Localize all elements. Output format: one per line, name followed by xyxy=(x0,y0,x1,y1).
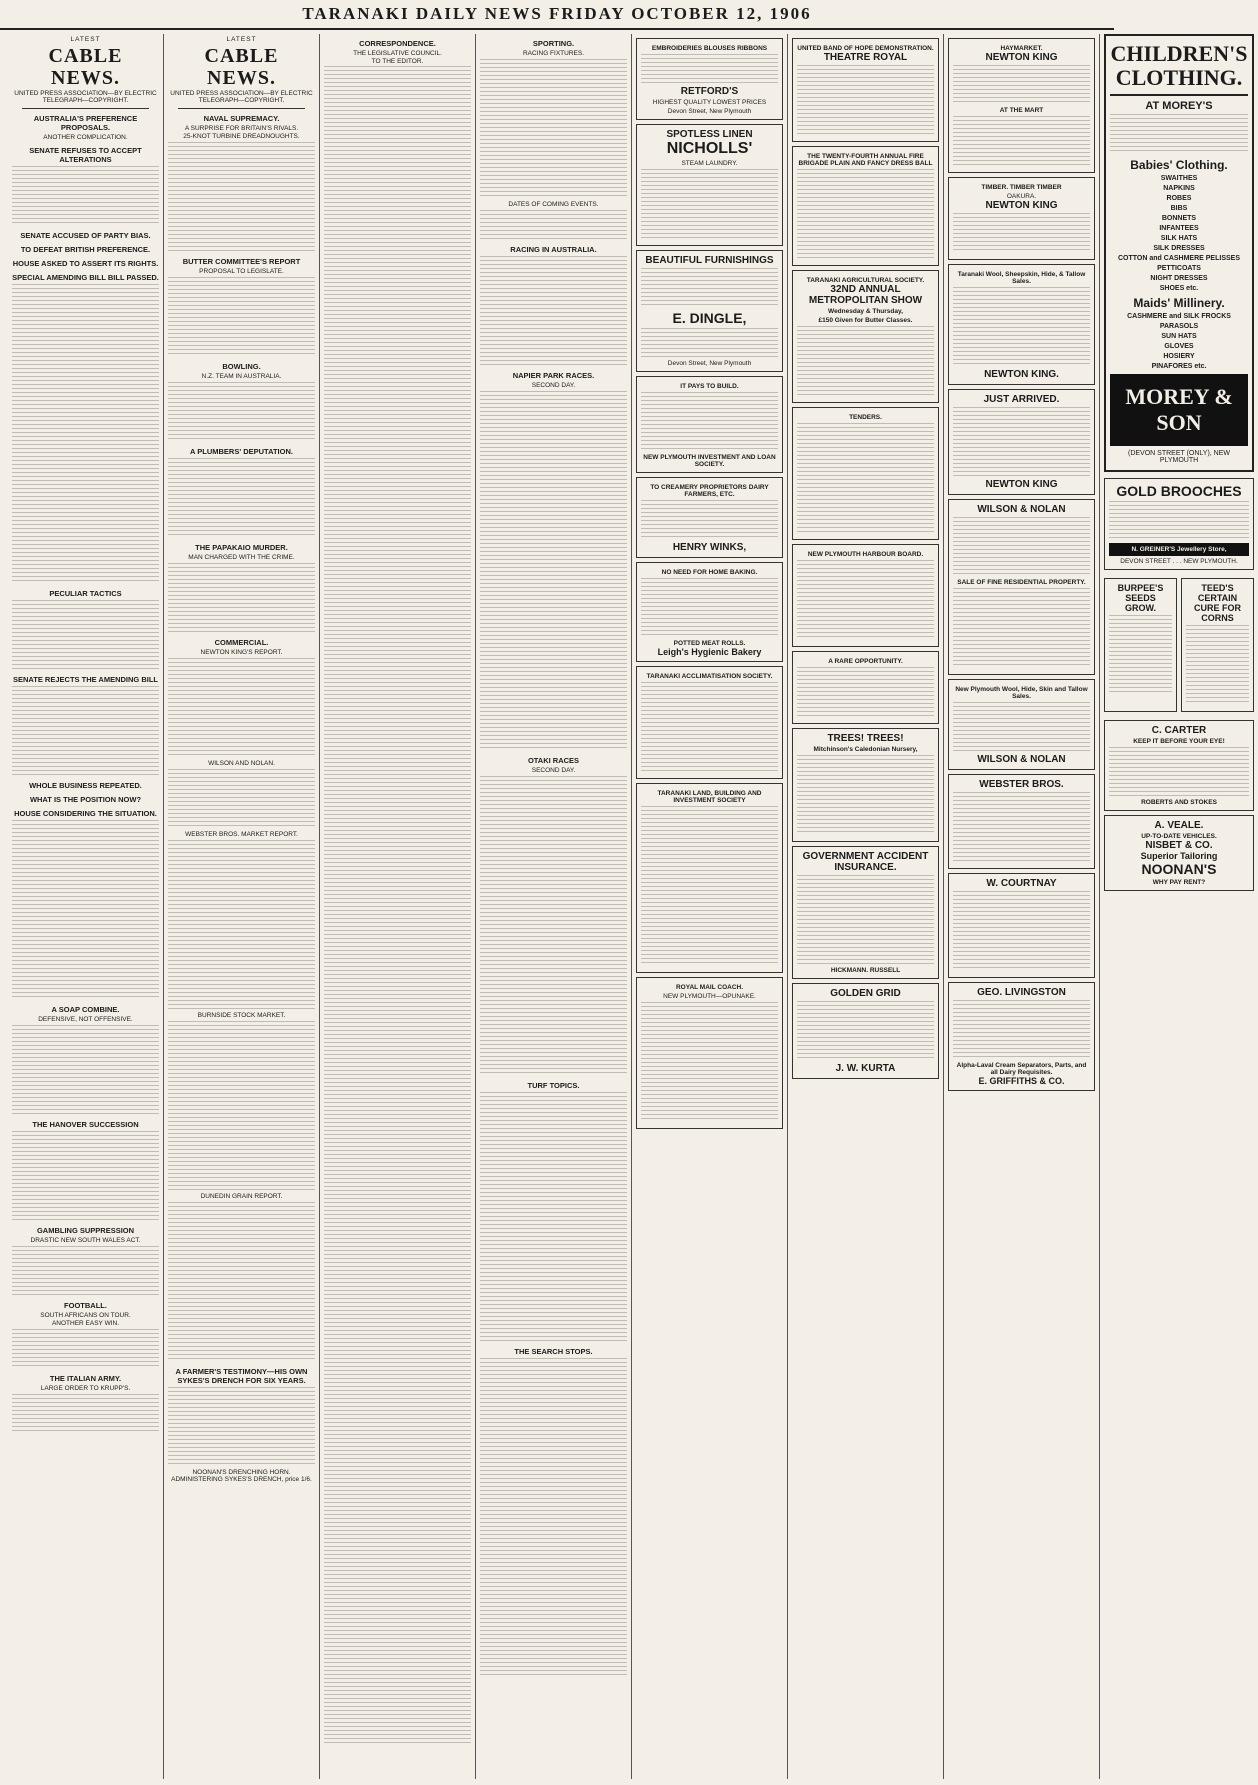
ad-timber xyxy=(948,177,1095,260)
ad-text: HIGHEST QUALITY LOWEST PRICES xyxy=(652,99,767,106)
list-item: NAPKINS xyxy=(1163,185,1195,192)
col1-head: TO DEFEAT BRITISH PREFERENCE. xyxy=(20,245,151,254)
column-5 xyxy=(632,34,788,1779)
ad-body xyxy=(1110,114,1248,154)
maids-list xyxy=(1110,313,1248,370)
list-item: INFANTEES xyxy=(1159,225,1199,232)
ad-burpee xyxy=(1104,578,1177,712)
ad-title: TIMBER. TIMBER TIMBER xyxy=(981,184,1062,191)
article-text xyxy=(480,776,627,1076)
col2-head: MAN CHARGED WITH THE CRIME. xyxy=(188,554,295,561)
article-text xyxy=(168,658,315,758)
ad-show xyxy=(792,270,939,403)
col4-head: TURF TOPICS. xyxy=(527,1081,580,1090)
ad-body xyxy=(953,116,1090,166)
ad-body xyxy=(953,588,1090,668)
ad-dingle xyxy=(636,250,783,372)
ad-title: TO CREAMERY PROPRIETORS DAIRY FARMERS, ETC. xyxy=(650,484,769,498)
ad-courtnay xyxy=(948,873,1095,978)
ad-body xyxy=(797,875,934,965)
ad-body xyxy=(641,806,778,966)
col1-title: CABLE NEWS. xyxy=(48,45,123,89)
col4-head: NAPIER PARK RACES. xyxy=(512,371,595,380)
article-text xyxy=(12,820,159,1000)
ad-title: RETFORD'S xyxy=(680,86,739,97)
ad-body xyxy=(953,287,1090,367)
list-item: ROBES xyxy=(1166,195,1192,202)
ad-title: WILSON & NOLAN xyxy=(977,754,1066,765)
ad-title: CHILDREN'S CLOTHING. xyxy=(1110,42,1248,96)
col2-head: BURNSIDE STOCK MARKET. xyxy=(197,1012,286,1019)
ad-text: SALE OF FINE RESIDENTIAL PROPERTY. xyxy=(957,579,1086,586)
ad-trees xyxy=(792,728,939,842)
col1-head: SOUTH AFRICANS ON TOUR. xyxy=(40,1312,131,1319)
divider xyxy=(178,108,305,109)
article-text xyxy=(480,1358,627,1678)
ad-body xyxy=(641,682,778,772)
ad-body xyxy=(797,560,934,640)
list-item: SHOES etc. xyxy=(1159,285,1199,292)
article-text xyxy=(12,1329,159,1369)
ad-haymarket xyxy=(948,38,1095,173)
ad-title: E. GRIFFITHS & CO. xyxy=(978,1076,1065,1086)
ad-webster xyxy=(948,774,1095,869)
article-text xyxy=(480,256,627,366)
article-text xyxy=(12,686,159,776)
ad-text: HICKMANN. RUSSELL xyxy=(830,967,901,974)
ad-body xyxy=(797,169,934,259)
ad-title: NO NEED FOR HOME BAKING. xyxy=(661,569,758,576)
ad-gold-brooches xyxy=(1104,478,1254,570)
ad-title: E. DINGLE, xyxy=(672,310,747,326)
col1-head: ANOTHER COMPLICATION. xyxy=(43,134,128,141)
article-text xyxy=(12,600,159,670)
article-text xyxy=(168,769,315,829)
list-item: PINAFORES etc. xyxy=(1151,363,1207,370)
list-item: COTTON and CASHMERE PELISSES xyxy=(1118,255,1240,262)
ad-body xyxy=(953,213,1090,253)
column-1 xyxy=(8,34,164,1779)
ad-title: NEWTON KING xyxy=(985,200,1058,211)
col2-title: CABLE NEWS. xyxy=(204,45,279,89)
ad-text: Devon Street, New Plymouth xyxy=(667,360,752,367)
ad-title: A RARE OPPORTUNITY. xyxy=(828,658,903,665)
ad-text: DEVON STREET . . . NEW PLYMOUTH. xyxy=(1120,558,1238,565)
ad-title: WEBSTER BROS. xyxy=(979,779,1064,790)
ad-title: BURPEE'S SEEDS GROW. xyxy=(1117,583,1164,613)
article-text xyxy=(12,1131,159,1221)
ad-text: NEW PLYMOUTH—OPUNAKE. xyxy=(663,993,756,1000)
ad-body xyxy=(641,328,778,358)
ad-title: Taranaki Wool, Sheepskin, Hide, & Tallow Sales. xyxy=(957,271,1086,285)
ad-text: N. GREINER'S Jewellery Store, xyxy=(1109,543,1249,556)
ad-body xyxy=(797,755,934,835)
masthead-title: TARANAKI DAILY NEWS FRIDAY OCTOBER 12, 1906 xyxy=(302,4,812,23)
ad-text: UP-TO-DATE VEHICLES. xyxy=(1141,833,1217,840)
column-3 xyxy=(320,34,476,1779)
article-text xyxy=(168,382,315,442)
article-text xyxy=(168,142,315,252)
ad-body xyxy=(641,169,778,239)
ad-fire-brigade-ball xyxy=(792,146,939,266)
col4-head: SECOND DAY. xyxy=(531,382,576,389)
ad-title: Maids' Millinery. xyxy=(1133,296,1225,310)
col2-head: NAVAL SUPREMACY. xyxy=(203,114,280,123)
col1-head: DEFENSIVE, NOT OFFENSIVE. xyxy=(38,1016,133,1023)
ad-title: TEED'S CERTAIN CURE FOR CORNS xyxy=(1194,583,1241,623)
ad-title: 32ND ANNUAL METROPOLITAN SHOW xyxy=(808,284,923,306)
col2-head: A SURPRISE FOR BRITAIN'S RIVALS. xyxy=(184,125,299,132)
col2-head: PROPOSAL TO LEGISLATE. xyxy=(199,268,284,275)
col1-head: THE ITALIAN ARMY. xyxy=(49,1374,122,1383)
col1-head: LARGE ORDER TO KRUPP'S. xyxy=(40,1385,131,1392)
ad-text: Mitchinson's Caledonian Nursery, xyxy=(813,746,918,753)
columns xyxy=(8,34,1248,1779)
col1-head: PECULIAR TACTICS xyxy=(49,589,122,598)
ad-title: TARANAKI AGRICULTURAL SOCIETY. xyxy=(806,277,925,284)
article-text xyxy=(480,59,627,199)
ad-title: New Plymouth Wool, Hide, Skin and Tallow Sales. xyxy=(955,686,1088,700)
ad-bakery xyxy=(636,562,783,662)
col1-head: GAMBLING SUPPRESSION xyxy=(36,1226,135,1235)
ad-body xyxy=(641,578,778,638)
article-text xyxy=(168,1387,315,1467)
ad-tenders xyxy=(792,407,939,540)
col4-head: SECOND DAY. xyxy=(531,767,576,774)
ad-title: TREES! TREES! xyxy=(827,733,904,744)
ad-body xyxy=(641,1002,778,1122)
ad-golden-grid xyxy=(792,983,939,1079)
ad-title: W. COURTNAY xyxy=(986,878,1057,889)
col2-head: THE PAPAKAIO MURDER. xyxy=(195,543,288,552)
col1-head: WHAT IS THE POSITION NOW? xyxy=(29,795,142,804)
article-text xyxy=(12,166,159,226)
ad-text: POTTED MEAT ROLLS. xyxy=(673,640,746,647)
ad-body xyxy=(1109,747,1249,797)
ad-body xyxy=(953,407,1090,477)
col1-head: AUSTRALIA'S PREFERENCE PROPOSALS. xyxy=(33,114,138,132)
ad-body xyxy=(641,500,778,540)
article-text xyxy=(12,1025,159,1115)
article-text xyxy=(168,1021,315,1191)
ad-body xyxy=(1109,615,1172,695)
article-text xyxy=(480,391,627,751)
ad-body xyxy=(641,392,778,452)
babies-list xyxy=(1110,175,1248,292)
ad-title: Babies' Clothing. xyxy=(1130,158,1228,172)
ad-text: AT THE MART xyxy=(999,107,1044,114)
ad-building-society xyxy=(636,783,783,973)
ad-title: NEWTON KING xyxy=(985,52,1058,63)
col1-kicker: LATEST xyxy=(70,36,101,43)
ad-body xyxy=(797,1001,934,1061)
ad-title: Superior Tailoring xyxy=(1140,851,1218,861)
ad-harbour-board xyxy=(792,544,939,647)
ad-title: UNITED BAND OF HOPE DEMONSTRATION. xyxy=(797,45,934,52)
ad-title: GOVERNMENT ACCIDENT INSURANCE. xyxy=(802,851,929,873)
article-text xyxy=(168,277,315,357)
ad-loan-society xyxy=(636,376,783,473)
morey-banner xyxy=(1110,374,1248,446)
ad-text: EMBROIDERIES BLOUSES RIBBONS xyxy=(651,45,768,52)
col1-head: DRASTIC NEW SOUTH WALES ACT. xyxy=(30,1237,141,1244)
ad-title: NEW PLYMOUTH HARBOUR BOARD. xyxy=(807,551,924,558)
ad-body xyxy=(641,268,778,308)
col3-head: TO THE EDITOR. xyxy=(371,58,424,65)
column-8 xyxy=(1100,34,1258,1779)
col2-head: DUNEDIN GRAIN REPORT. xyxy=(200,1193,283,1200)
ad-band-of-hope xyxy=(792,38,939,142)
ad-embroideries xyxy=(636,38,783,120)
col2-head: BOWLING. xyxy=(222,362,261,371)
ad-title: NEWTON KING xyxy=(985,479,1058,490)
ad-just-arrived xyxy=(948,389,1095,495)
col4-head: RACING IN AUSTRALIA. xyxy=(510,245,597,254)
ad-acclimatisation xyxy=(636,666,783,779)
col1-head: SENATE REJECTS THE AMENDING BILL xyxy=(12,675,158,684)
col1-head: THE HANOVER SUCCESSION xyxy=(32,1120,139,1129)
ad-title: A. VEALE. xyxy=(1154,820,1204,831)
list-item: BONNETS xyxy=(1161,215,1197,222)
ad-title: NEWTON KING. xyxy=(984,369,1059,380)
col1-head: A SOAP COMBINE. xyxy=(51,1005,120,1014)
col2-kicker: LATEST xyxy=(226,36,257,43)
ad-text: KEEP IT BEFORE YOUR EYE! xyxy=(1133,738,1225,745)
ad-text: WHY PAY RENT? xyxy=(1152,879,1206,886)
ad-carter xyxy=(1104,720,1254,811)
list-item: SUN HATS xyxy=(1161,333,1197,340)
ad-text: Alpha-Laval Cream Separators, Parts, and all Dairy Requisites. xyxy=(956,1062,1087,1076)
article-text xyxy=(168,563,315,633)
ad-title: HENRY WINKS, xyxy=(672,542,747,553)
col2-head: NOONAN'S DRENCHING HORN. ADMINISTERING SYKES'S DRENCH, price 1/6. xyxy=(171,1469,312,1483)
col1-head: SENATE REFUSES TO ACCEPT ALTERATIONS xyxy=(29,146,142,164)
list-item: CASHMERE and SILK FROCKS xyxy=(1127,313,1231,320)
column-4 xyxy=(476,34,632,1779)
col1-head: HOUSE CONSIDERING THE SITUATION. xyxy=(14,809,157,818)
col2-head: A FARMER'S TESTIMONY—HIS OWN SYKES'S DRENCH FOR SIX YEARS. xyxy=(175,1367,308,1385)
ad-title: BEAUTIFUL FURNISHINGS xyxy=(645,255,774,266)
ad-body xyxy=(797,667,934,717)
article-text xyxy=(168,458,315,538)
col2-head: WILSON AND NOLAN. xyxy=(208,760,275,767)
ad-title: ROYAL MAIL COACH. xyxy=(675,984,744,991)
ad-body xyxy=(641,54,778,84)
ad-body xyxy=(953,65,1090,105)
col1-head: WHOLE BUSINESS REPEATED. xyxy=(29,781,142,790)
ad-title: GOLDEN GRID xyxy=(830,988,901,999)
col1-head: SENATE ACCUSED OF PARTY BIAS. xyxy=(20,231,151,240)
ad-title: GOLD BROOCHES xyxy=(1116,483,1242,499)
list-item: HOSIERY xyxy=(1163,353,1195,360)
column-2 xyxy=(164,34,320,1779)
ad-title: GEO. LIVINGSTON xyxy=(977,987,1066,998)
ad-wilson-nolan xyxy=(948,499,1095,675)
ad-teds xyxy=(1181,578,1254,712)
col2-head: 25-KNOT TURBINE DREADNOUGHTS. xyxy=(183,133,300,140)
column-7 xyxy=(944,34,1100,1779)
letter-text xyxy=(324,66,471,1746)
ad-winks xyxy=(636,477,783,558)
col4-head: THE SEARCH STOPS. xyxy=(514,1347,593,1356)
col2-head: BUTTER COMMITTEE'S REPORT xyxy=(182,257,301,266)
list-item: SILK DRESSES xyxy=(1153,245,1205,252)
ad-title: IT PAYS TO BUILD. xyxy=(680,383,739,390)
col2-head: COMMERCIAL. xyxy=(214,638,269,647)
col2-head: A PLUMBERS' DEPUTATION. xyxy=(190,447,293,456)
article-text xyxy=(168,840,315,1010)
ad-body xyxy=(1109,501,1249,541)
article-text xyxy=(12,1246,159,1296)
ad-nicholls xyxy=(636,124,783,246)
ad-wool-sales xyxy=(948,264,1095,385)
ad-coach xyxy=(636,977,783,1129)
list-item: SILK HATS xyxy=(1160,235,1198,242)
col2-head: N.Z. TEAM IN AUSTRALIA. xyxy=(201,373,282,380)
divider xyxy=(22,108,149,109)
ad-text: OAKURA. xyxy=(1006,193,1037,200)
col3-head: CORRESPONDENCE. xyxy=(359,39,436,48)
ad-title: NICHOLLS' xyxy=(666,140,753,157)
ad-title: J. W. KURTA xyxy=(835,1063,896,1074)
col1-head: FOOTBALL. xyxy=(64,1301,107,1310)
ad-title: TARANAKI LAND, BUILDING AND INVESTMENT SOCIETY xyxy=(657,790,762,804)
ad-title: THEATRE ROYAL xyxy=(823,52,908,63)
ad-childrens-clothing xyxy=(1104,34,1254,472)
list-item: BIBS xyxy=(1170,205,1188,212)
article-text xyxy=(480,1092,627,1342)
article-text xyxy=(12,1394,159,1434)
ad-title: NOONAN'S xyxy=(1141,861,1217,877)
col2-head: NEWTON KING'S REPORT. xyxy=(200,649,283,656)
col1-head: SPECIAL AMENDING BILL BILL PASSED. xyxy=(12,273,159,282)
col3-head: THE LEGISLATIVE COUNCIL. xyxy=(353,50,442,57)
ad-title: JUST ARRIVED. xyxy=(983,394,1060,405)
col2-head: WEBSTER BROS. MARKET REPORT. xyxy=(185,831,298,838)
ad-title: HAYMARKET. xyxy=(1000,45,1043,52)
ad-title: WILSON & NOLAN xyxy=(977,504,1066,515)
ad-np-wool xyxy=(948,679,1095,770)
ad-body xyxy=(953,891,1090,971)
ad-text: STEAM LAUNDRY. xyxy=(681,160,738,167)
ad-title: TENDERS. xyxy=(849,414,882,421)
list-item: GLOVES xyxy=(1164,343,1194,350)
ad-text: ROBERTS AND STOKES xyxy=(1141,799,1217,806)
col1-head: ANOTHER EASY WIN. xyxy=(51,1320,120,1327)
article-text xyxy=(12,284,159,584)
column-6 xyxy=(788,34,944,1779)
ad-body xyxy=(953,1000,1090,1060)
article-text xyxy=(480,210,627,240)
ad-body xyxy=(953,792,1090,862)
masthead xyxy=(0,0,1114,30)
list-item: SWAITHES xyxy=(1160,175,1198,182)
ad-title: NISBET & CO. xyxy=(1145,840,1213,851)
ad-title: Leigh's Hygienic Bakery xyxy=(657,647,762,657)
col4-head: SPORTING. xyxy=(532,39,575,48)
ad-title: MOREY & SON xyxy=(1125,384,1233,435)
col4-head: OTAKI RACES xyxy=(527,756,580,765)
col1-head: HOUSE ASKED TO ASSERT ITS RIGHTS. xyxy=(12,259,159,268)
ad-insurance xyxy=(792,846,939,979)
ad-body xyxy=(797,423,934,533)
list-item: PARASOLS xyxy=(1159,323,1199,330)
ad-text: Wednesday & Thursday, xyxy=(828,308,903,315)
col4-head: RACING FIXTURES. xyxy=(522,50,585,57)
ad-title: THE TWENTY-FOURTH ANNUAL FIRE BRIGADE PLAIN AND FANCY DRESS BALL xyxy=(798,153,933,167)
ad-title: TARANAKI ACCLIMATISATION SOCIETY. xyxy=(646,673,773,680)
ad-veale xyxy=(1104,815,1254,891)
col2-service: UNITED PRESS ASSOCIATION—BY ELECTRIC TELEGRAPH—COPYRIGHT. xyxy=(170,90,313,104)
ad-body xyxy=(1186,625,1249,705)
ad-opportunity xyxy=(792,651,939,724)
ad-body xyxy=(797,65,934,135)
ad-pair xyxy=(1104,574,1254,716)
ad-text: AT MOREY'S xyxy=(1145,100,1213,112)
ad-livingston xyxy=(948,982,1095,1091)
ad-text: (DEVON STREET (ONLY), NEW PLYMOUTH xyxy=(1127,450,1231,464)
col1-service: UNITED PRESS ASSOCIATION—BY ELECTRIC TELEGRAPH—COPYRIGHT. xyxy=(14,90,157,104)
list-item: PETTICOATS xyxy=(1157,265,1201,272)
ad-title: SPOTLESS LINEN xyxy=(666,129,753,140)
ad-body xyxy=(953,517,1090,577)
article-text xyxy=(168,1202,315,1362)
ad-body xyxy=(953,702,1090,752)
col4-head: DATES OF COMING EVENTS. xyxy=(508,201,599,208)
ad-text: Devon Street, New Plymouth xyxy=(667,108,752,115)
ad-text: NEW PLYMOUTH INVESTMENT AND LOAN SOCIETY. xyxy=(643,454,776,468)
ad-title: C. CARTER xyxy=(1151,725,1207,736)
ad-text: £150 Given for Butter Classes. xyxy=(818,317,913,324)
list-item: NIGHT DRESSES xyxy=(1150,275,1208,282)
ad-body xyxy=(797,326,934,396)
